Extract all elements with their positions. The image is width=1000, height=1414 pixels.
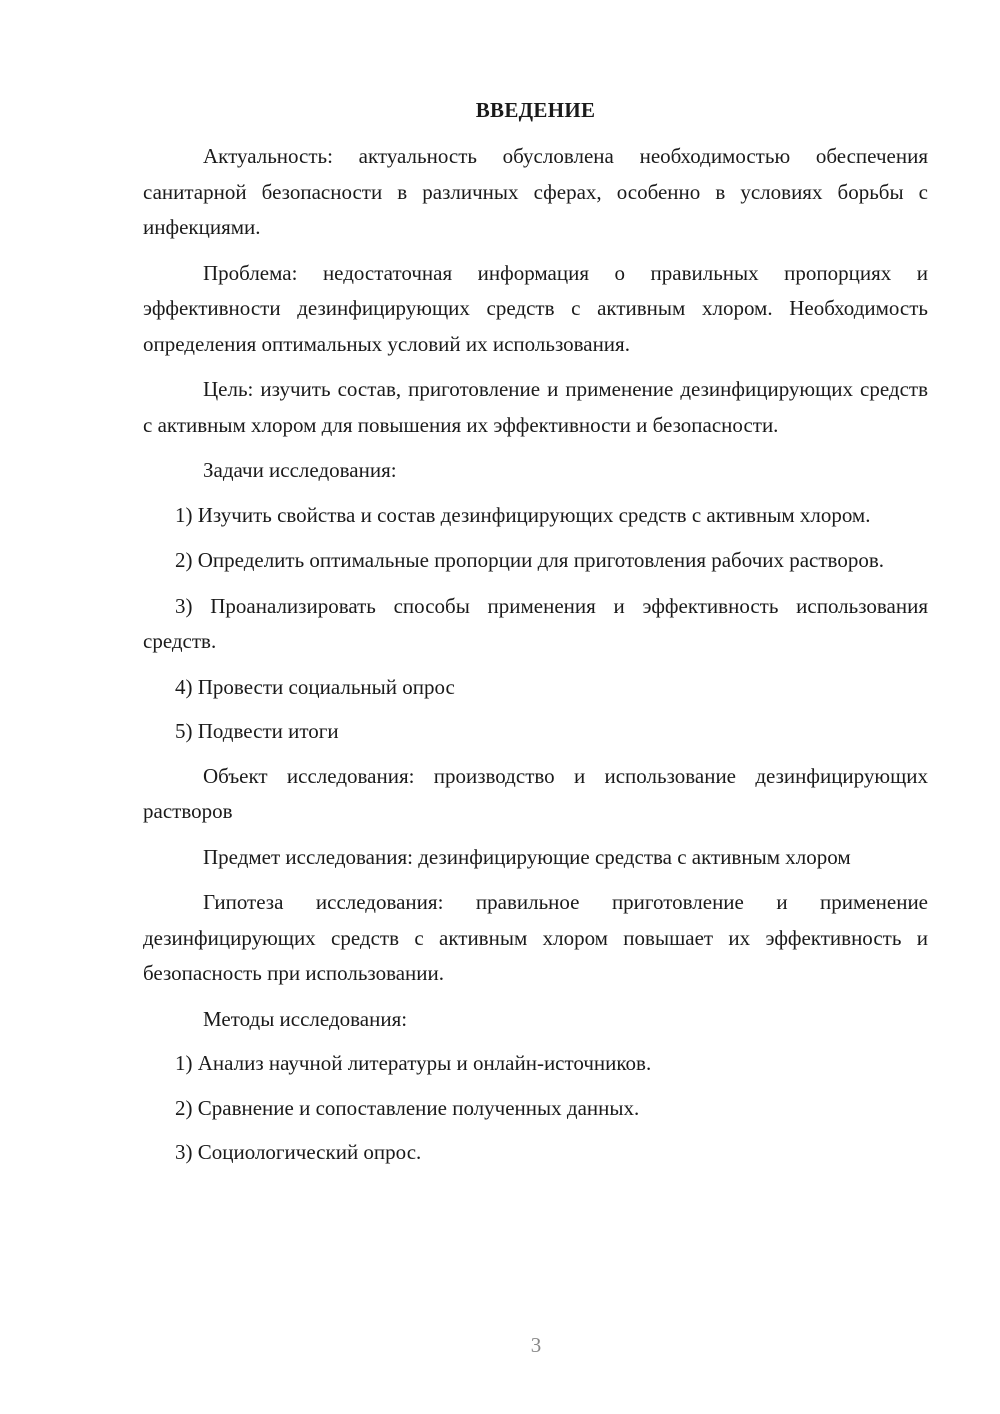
subject-paragraph: Предмет исследования: дезинфицирующие средства с активным хлором [203,844,851,869]
problem-paragraph: Проблема: недостаточная информация о правильных пропорциях и эффективности дезинфицирующих средств с активным хлором. Необходимость определения оптимальных условий их использования. [143,260,928,356]
method-item-1: 1) Анализ научной литературы и онлайн-источников. [175,1051,652,1075]
task-item-3: 3) Проанализировать способы применения и эффективность использования средств. [143,593,928,653]
object-paragraph: Объект исследования: производство и использование дезинфицирующих растворов [143,763,928,823]
goal-paragraph: Цель: изучить состав, приготовление и применение дезинфицирующих средств с активным хлором для повышения их эффективности и безопасности. [143,377,928,437]
task-item-5: 5) Подвести итоги [175,719,339,743]
methods-heading: Методы исследования: [203,1006,408,1031]
task-item-1: 1) Изучить свойства и состав дезинфицирующих средств с активным хлором. [175,502,871,527]
page-title: ВВЕДЕНИЕ [475,98,596,122]
hypothesis-paragraph: Гипотеза исследования: правильное приготовление и применение дезинфицирующих средств с активным хлором повышает их эффективность и безопасность при использовании. [143,890,928,985]
document-page [143,95,928,1180]
task-item-4: 4) Провести социальный опрос [175,674,455,699]
tasks-heading: Задачи исследования: [203,458,397,482]
task-item-2: 2) Определить оптимальные пропорции для приготовления рабочих растворов. [175,548,884,572]
method-item-3: 3) Социологический опрос. [175,1140,422,1164]
page-number: 3 [530,1333,542,1357]
relevance-paragraph: Актуальность: актуальность обусловлена необходимостью обеспечения санитарной безопасности в различных сферах, особенно в условиях борьбы с инфекциями. [143,144,928,239]
method-item-2: 2) Сравнение и сопоставление полученных данных. [175,1095,640,1120]
